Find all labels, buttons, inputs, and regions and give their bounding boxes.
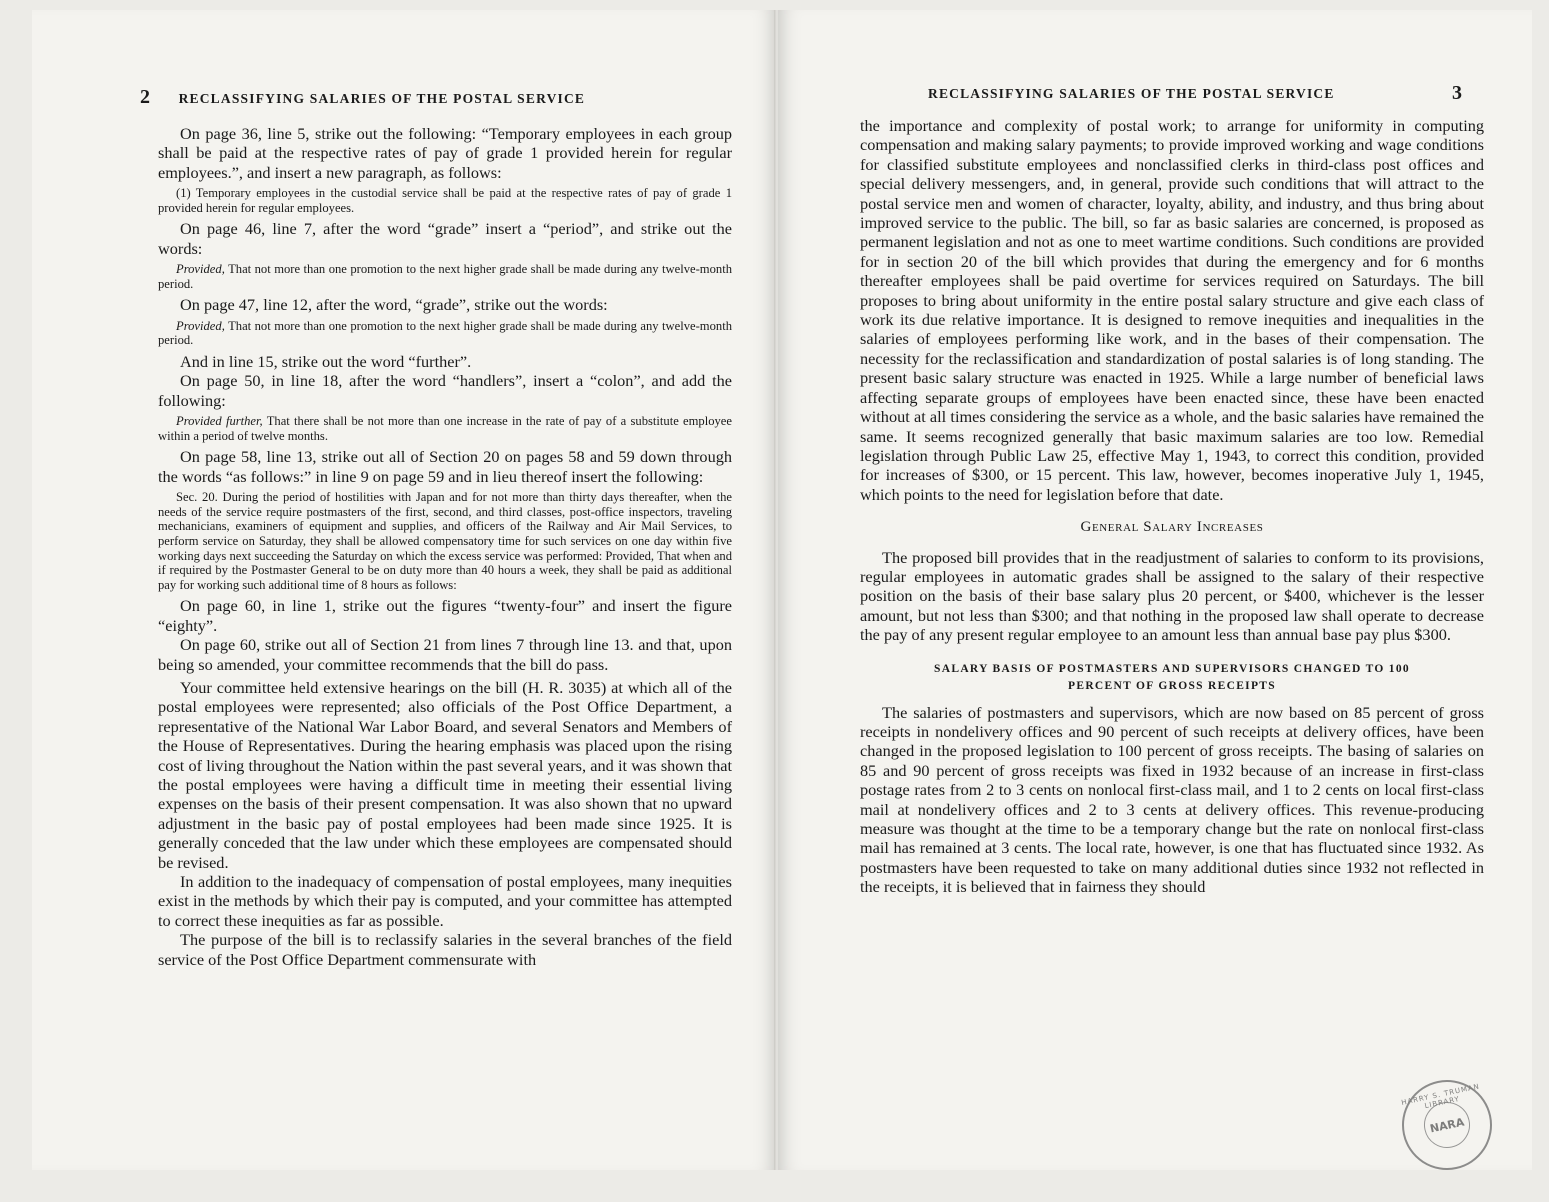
paragraph: And in line 15, strike out the word “further”. — [180, 352, 472, 371]
right-body-text — [860, 116, 1484, 897]
stamp-center: NARA — [1420, 1098, 1475, 1153]
left-running-head — [140, 86, 740, 110]
left-running-title: RECLASSIFYING SALARIES OF THE POSTAL SERVICE — [178, 91, 586, 106]
paragraph: On page 60, in line 1, strike out the figures “twenty-four” and insert the figure “eighty”. — [158, 596, 732, 635]
proviso-italic: Provided, — [176, 262, 225, 277]
proviso-text: That there shall be not more than one increase in the rate of pay of a substitute employee within a period of twelve months. — [158, 414, 732, 443]
stamp-ring-text: HARRY S. TRUMAN LIBRARY — [1400, 1082, 1481, 1111]
paragraph: On page 58, line 13, strike out all of Section 20 on pages 58 and 59 down through the words “as follows:” in line 9 on page 59 and in lieu thereof insert the following: — [158, 447, 732, 486]
paragraph: In addition to the inadequacy of compensation of postal employees, many inequities exist in the methods by which their pay is computed, and your committee has attempted to correct these inequities as far as possible. — [158, 872, 732, 930]
paragraph: The salaries of postmasters and supervisors, which are now based on 85 percent of gross receipts in nondelivery offices and 90 percent of such receipts at delivery offices, have been changed in the proposed legislation to 100 percent of gross receipts. The basing of salaries on 85 and 90 percent of gross receipts was fixed in 1932 because of an increase in first-class postage rates from 2 to 3 cents on nonlocal first-class mail, and 1 to 2 cents on local first-class mail at nondelivery offices and 2 to 3 cents at delivery offices. This revenue-producing measure was thought at the time to be a temporary change but the rate on nonlocal first-class mail has remained at 3 cents. The local rate, however, is one that has fluctuated since 1932. As postmasters have been requested to take on many additional duties since 1932 not reflected in the receipts, it is believed that in fairness they should — [860, 702, 1484, 897]
quoted-provision — [158, 319, 732, 348]
proviso-text: That not more than one promotion to the next higher grade shall be made during any twelve-month period. — [158, 262, 732, 291]
heading-line: SALARY BASIS OF POSTMASTERS AND SUPERVISORS CHANGED TO 100 — [934, 662, 1410, 675]
paragraph: the importance and complexity of postal work; to arrange for uniformity in computing compensation and making salary payments; to provide improved working and wage conditions for classified substitute employees and nonclassified clerks in third-class post offices and special delivery messengers, and, in general, provide such conditions that will attract to the postal service men and women of character, loyalty, ability, and industry, and thus bring about improved service to the public. The bill, so far as basic salaries are concerned, is proposed as permanent legislation and not as one to meet wartime conditions. Such conditions are provided for in section 20 of the bill which provides that during the emergency and for 6 months thereafter employees shall be paid overtime for services required on Saturdays. The bill proposes to bring about uniformity in the entire postal salary structure and give each class of work its due relative importance. It is designed to remove inequities and inequalities in the salaries of employees performing like work, and in the bases of their compensation. The necessity for the reclassification and standardization of postal salaries is of long standing. The present basic salary structure was enacted in 1925. While a large number of beneficial laws affecting separate groups of employees have been enacted since, these have been enacted without at all times considering the service as a whole, and the basic salaries have remained the same. It seems recognized generally that basic maximum salaries are too low. Remedial legislation through Public Law 25, effective May 1, 1943, to correct this condition, provided for increases of $300, or 15 percent. This law, however, becomes inoperative July 1, 1945, which points to the need for legislation before that date. — [860, 116, 1484, 504]
quoted-provision — [158, 262, 732, 291]
proviso-text: That not more than one promotion to the next higher grade shall be made during any twelve-month period. — [158, 318, 732, 348]
quoted-provision: (1) Temporary employees in the custodial service shall be paid at the respective rates of pay of grade 1 provided herein for regular employees. — [158, 186, 732, 215]
paragraph: The proposed bill provides that in the readjustment of salaries to conform to its provisions, regular employees in automatic grades shall be assigned to the salary of their respective position on the basis of their base salary plus 20 percent, or $400, whichever is the lesser amount, but not less than $300; and that nothing in the proposed law shall operate to decrease the pay of any present regular employee to an amount less than annual base pay plus $300. — [860, 547, 1484, 645]
left-body-text — [158, 124, 732, 969]
library-stamp-icon — [1394, 1072, 1501, 1170]
heading-line: PERCENT OF GROSS RECEIPTS — [1068, 679, 1276, 692]
right-page — [778, 10, 1532, 1170]
paragraph: The purpose of the bill is to reclassify salaries in the several branches of the field service of the Post Office Department commensurate with — [158, 930, 732, 969]
left-page — [32, 10, 776, 1170]
quoted-section-20: Sec. 20. During the period of hostilities with Japan and for not more than thirty days thereafter, when the needs of the service require postmasters of the first, second, and third classes, post-office inspectors, traveling mechanicians, examiners of equipment and supplies, and officers of the Railway and Air Mail Services, to perform service on Saturday, they shall be allowed compensatory time for such services on one day within five working days next succeeding the Saturday on which the excess service was performed: Provided, That when and if required by the Postmaster General to be on duty more than 40 hours a week, they shall be paid as additional pay for working such additional time of 8 hours as follows: — [158, 490, 732, 592]
paragraph: Your committee held extensive hearings on the bill (H. R. 3035) at which all of the postal employees were represented; also officials of the Post Office Department, a representative of the National War Labor Board, and several Senators and Members of the House of Representatives. During the hearing emphasis was placed upon the rising cost of living throughout the Nation within the past several years, and it was shown that the postal employees were having a difficult time in meeting their essential living expenses on the basis of their present compensation. It was also shown that no upward adjustment in the basic pay of postal employees had been made since 1925. It is generally conceded that the law under which these employees are compensated should be revised. — [158, 678, 732, 872]
section-heading-salary-basis — [860, 661, 1484, 695]
paragraph: On page 60, strike out all of Section 21 from lines 7 through line 13. and that, upon being so amended, your committee recommends that the bill do pass. — [158, 635, 732, 674]
paragraph: On page 50, in line 18, after the word “handlers”, insert a “colon”, and add the following: — [158, 371, 732, 410]
left-page-number: 2 — [140, 86, 150, 108]
right-running-head — [928, 82, 1488, 110]
section-heading-general-salary-increases: General Salary Increases — [1080, 519, 1264, 536]
paragraph: On page 46, line 7, after the word “grade” insert a “period”, and strike out the words: — [158, 219, 732, 258]
right-running-title: RECLASSIFYING SALARIES OF THE POSTAL SERVICE — [928, 86, 1335, 101]
proviso-italic: Provided further, — [176, 414, 263, 429]
quoted-provision — [158, 414, 732, 443]
paragraph: On page 36, line 5, strike out the following: “Temporary employees in each group shall be paid at the respective rates of pay of grade 1 provided herein for regular employees.”, and insert a new paragraph, as follows: — [158, 124, 732, 182]
proviso-italic: Provided, — [176, 318, 225, 333]
right-page-number: 3 — [1452, 82, 1462, 104]
paragraph: On page 47, line 12, after the word, “grade”, strike out the words: — [180, 295, 608, 315]
